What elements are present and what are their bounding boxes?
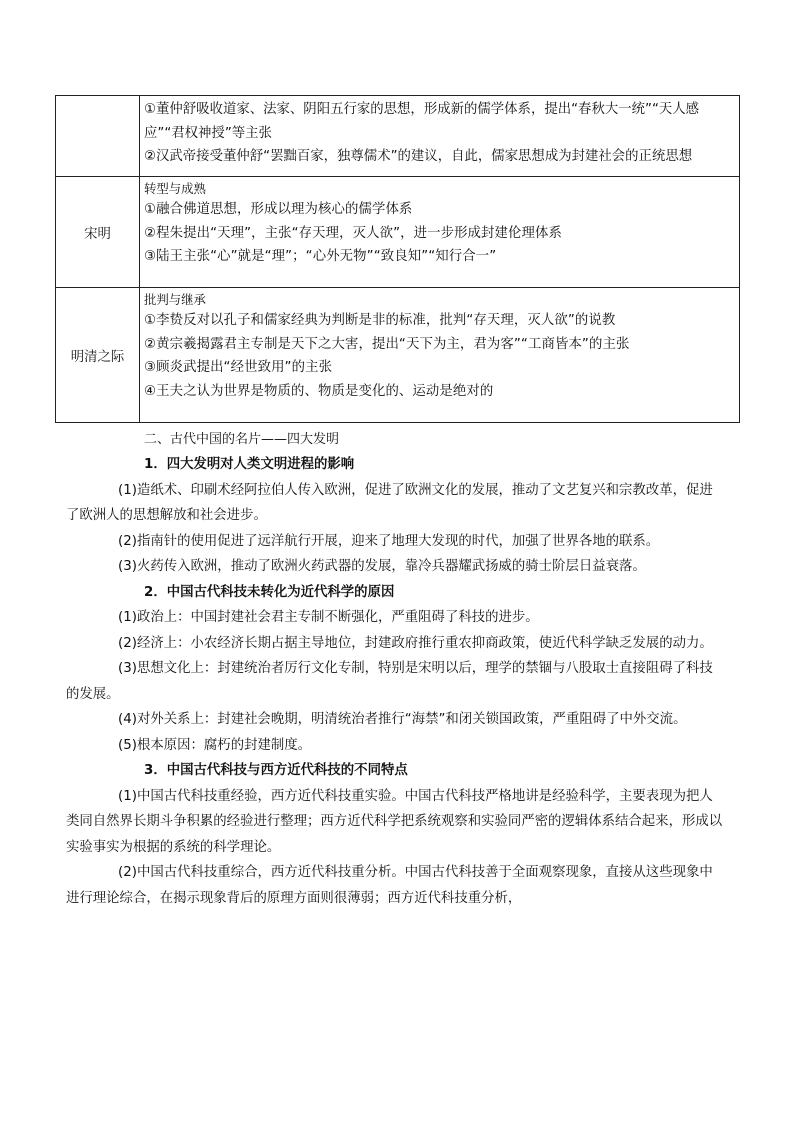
paragraph: (1)政治上：中国封建社会君主专制不断强化，严重阻碍了科技的进步。: [118, 610, 539, 625]
table-line: ②汉武帝接受董仲舒“罢黜百家，独尊儒术”的建议，自此，儒家思想成为封建社会的正统思想: [144, 149, 693, 164]
table-row: [56, 177, 740, 288]
table-line: ②程朱提出“天理”，主张“存天理，灭人欲”，进一步形成封建伦理体系: [144, 225, 562, 241]
table-line: ①融合佛道思想，形成以理为核心的儒学体系: [144, 202, 413, 217]
section-body: [66, 452, 744, 911]
section-title: 二、古代中国的名片——四大发明: [144, 432, 340, 447]
table-row: [56, 288, 740, 423]
table-line: ③陆王主张“心”就是“理”；“心外无物”“致良知”“知行合一”: [144, 249, 497, 264]
subsection-heading: 1．四大发明对人类文明进程的影响: [144, 457, 355, 472]
era-cell: 明清之际: [56, 288, 140, 423]
table-line: ①李贽反对以孔子和儒家经典为判断是非的标准，批判“存天理，灭人欲”的说教: [144, 313, 616, 328]
paragraph: (3)思想文化上：封建统治者厉行文化专制，特别是宋明以后，理学的禁锢与八股取士直接阻碍了科技的发展。: [66, 661, 713, 702]
row-heading: 批判与继承: [144, 292, 206, 307]
era-cell: 宋明: [56, 177, 140, 288]
content-cell: [140, 177, 740, 288]
paragraph: (3)火药传入欧洲，推动了欧洲火药武器的发展，靠冷兵器耀武扬威的骑士阶层日益衰落。: [118, 559, 646, 574]
confucianism-table: [55, 95, 740, 423]
paragraph: (5)根本原因：腐朽的封建制度。: [118, 737, 312, 753]
row-heading: 转型与成熟: [144, 181, 206, 196]
subsection-heading: 2．中国古代科技未转化为近代科学的原因: [144, 584, 395, 600]
subsection-heading: 3．中国古代科技与西方近代科技的不同特点: [144, 763, 408, 778]
era-cell: [56, 96, 140, 177]
table-line: ①董仲舒吸收道家、法家、阴阳五行家的思想，形成新的儒学体系，提出“春秋大一统”“天人感应”“君权神授”等主张: [144, 102, 700, 141]
paragraph: (2)指南针的使用促进了远洋航行开展，迎来了地理大发现的时代，加强了世界各地的联系。: [118, 533, 660, 549]
content-cell: [140, 288, 740, 423]
paragraph: (2)经济上：小农经济长期占据主导地位，封建政府推行重农抑商政策，使近代科学缺乏发展的动力。: [118, 635, 713, 651]
table-line: ④王夫之认为世界是物质的、物质是变化的、运动是绝对的: [144, 383, 494, 399]
paragraph: (4)对外关系上：封建社会晚期，明清统治者推行“海禁”和闭关锁国政策，严重阻碍了中外交流。: [118, 712, 687, 727]
table-row: [56, 96, 740, 177]
table-line: ③顾炎武提出“经世致用”的主张: [144, 360, 333, 375]
table-line: ②黄宗羲揭露君主专制是天下之大害，提出“天下为主，君为客”“工商皆本”的主张: [144, 336, 630, 352]
content-cell: [140, 96, 740, 177]
paragraph: (2)中国古代科技重综合，西方近代科技重分析。中国古代科技善于全面观察现象，直接从这些现象中进行理论综合，在揭示现象背后的原理方面则很薄弱；西方近代科技重分析，: [66, 865, 713, 906]
paragraph: (1)中国古代科技重经验，西方近代科技重实验。中国古代科技严格地讲是经验科学，主要表现为把人类同自然界长期斗争积累的经验进行整理；西方近代科学把系统观察和实验同严密的逻辑体系结合起来，形成以实验事实为根据的系统的科学理论。: [66, 788, 723, 855]
paragraph: (1)造纸术、印刷术经阿拉伯人传入欧洲，促进了欧洲文化的发展，推动了文艺复兴和宗教改革，促进了欧洲人的思想解放和社会进步。: [66, 482, 713, 523]
